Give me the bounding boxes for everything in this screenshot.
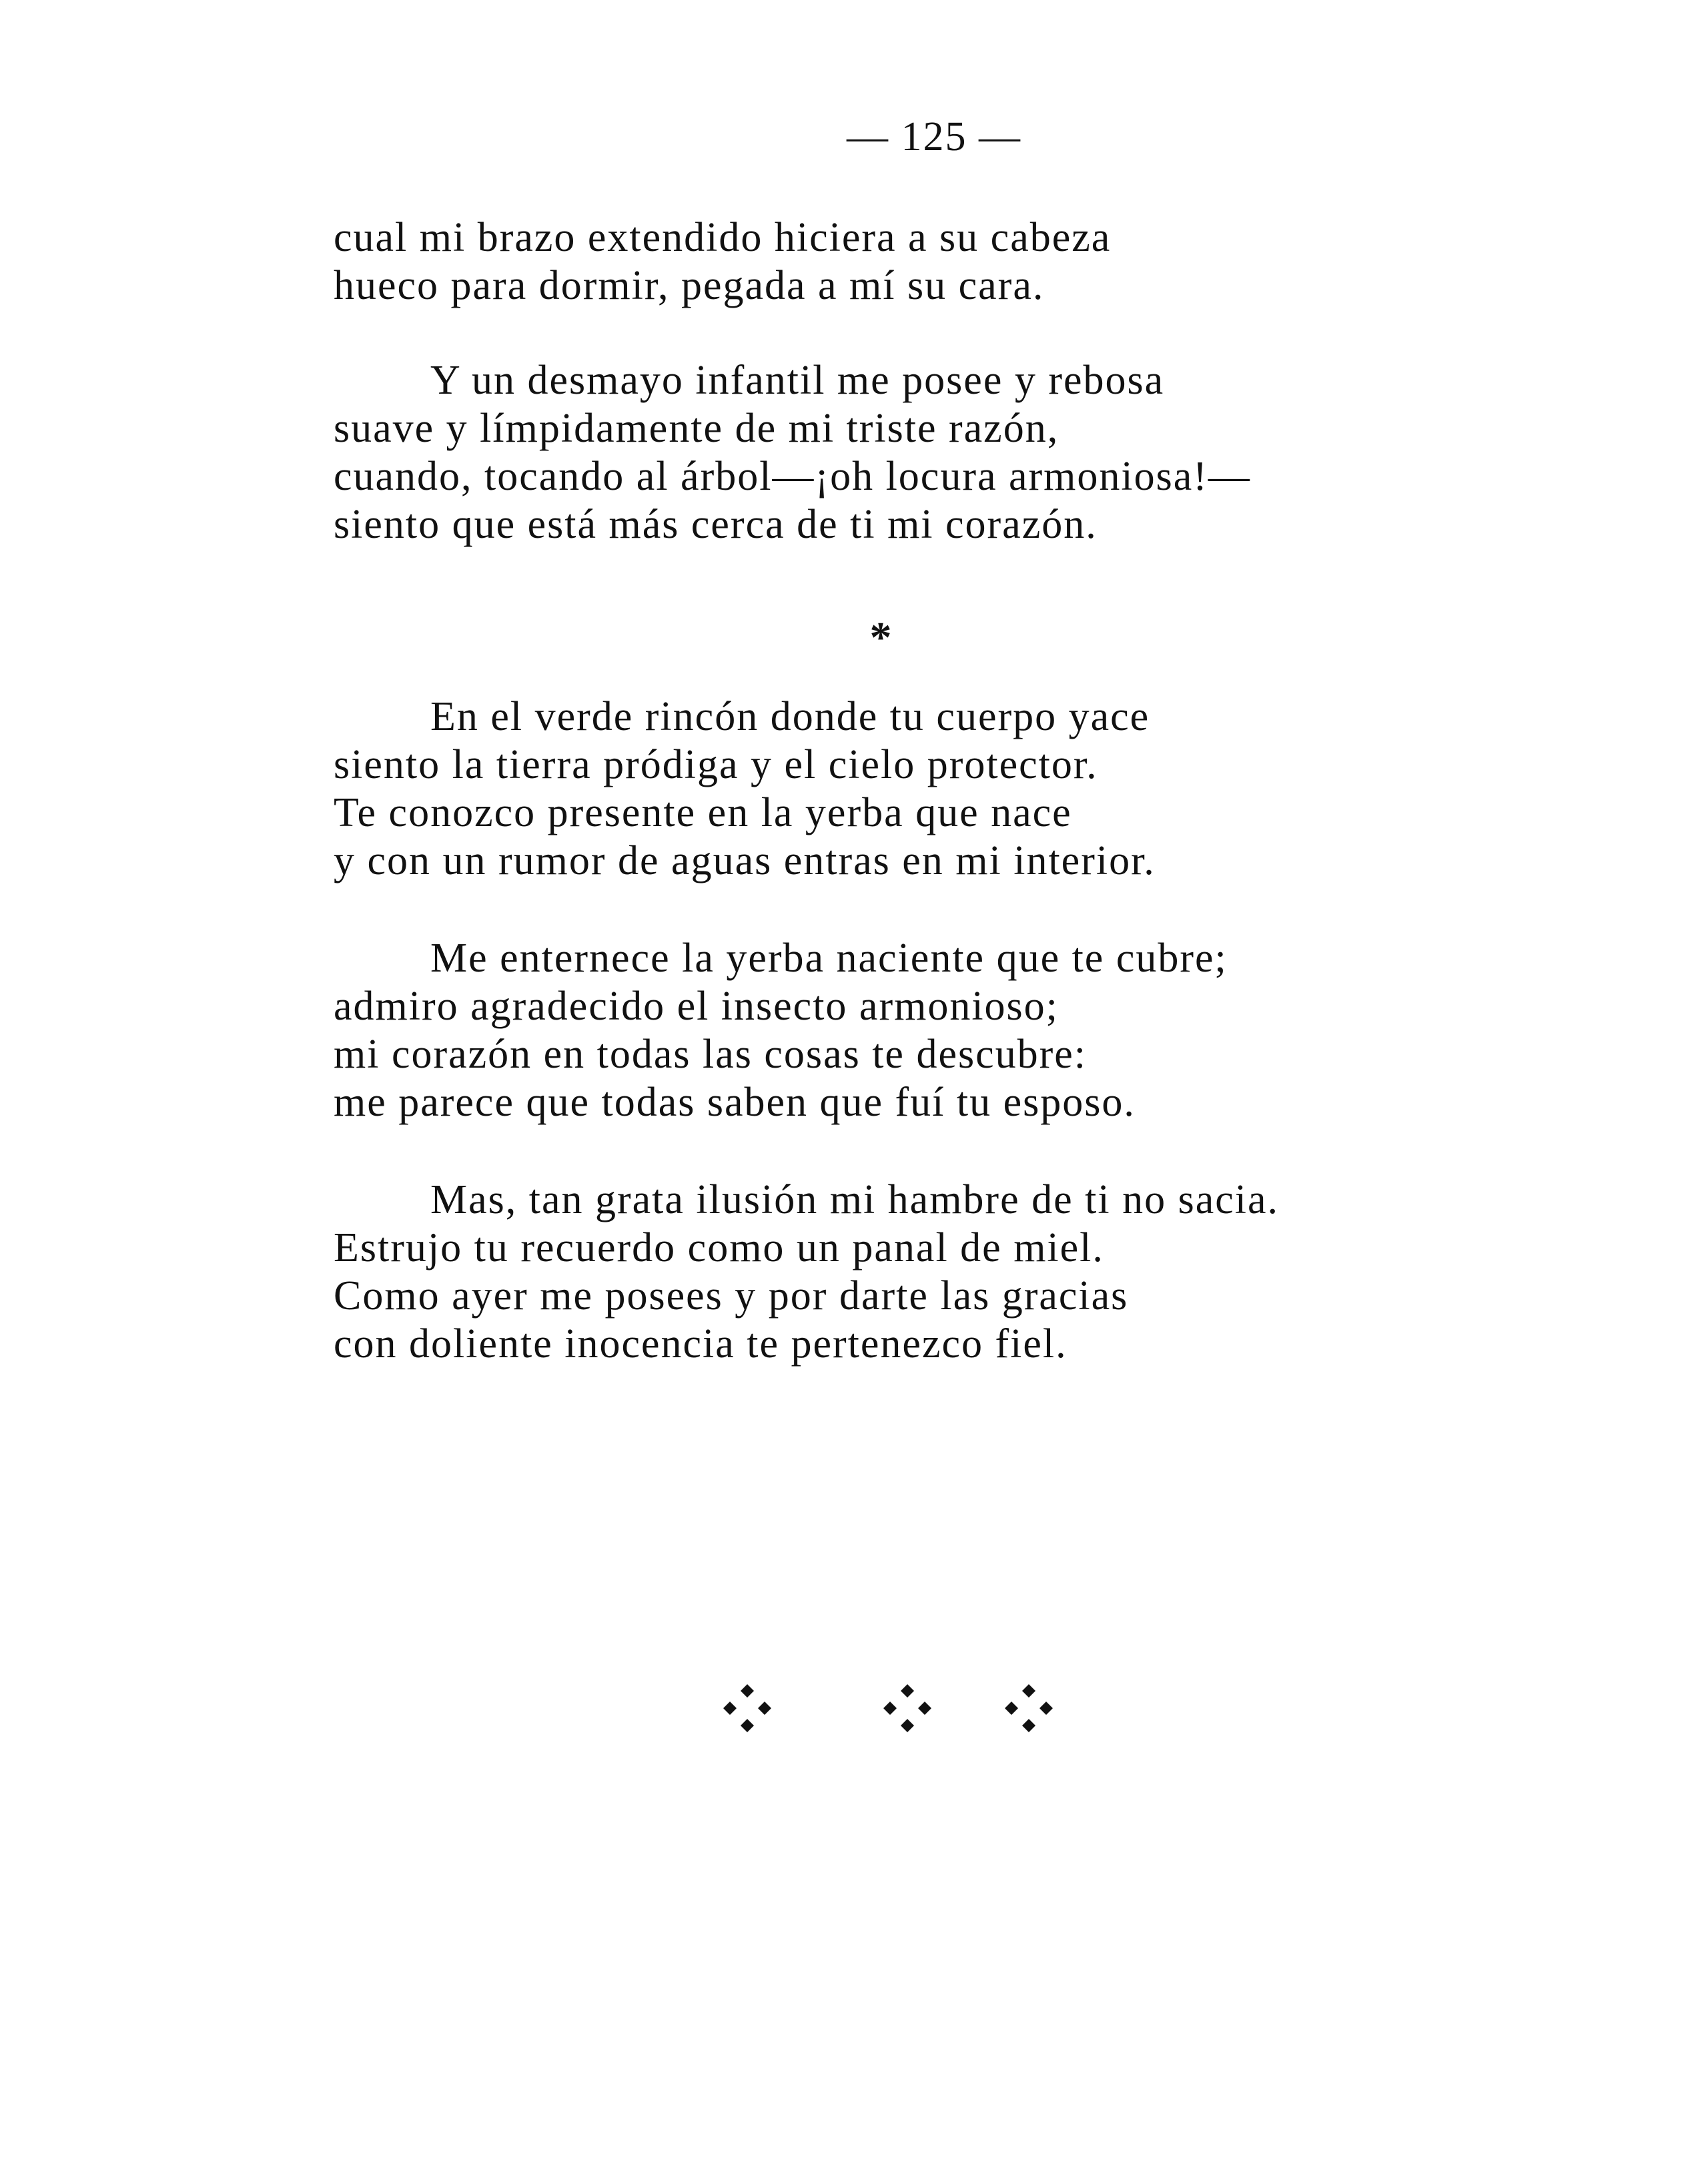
poem-line: Estrujo tu recuerdo como un panal de miel.	[334, 1225, 1104, 1270]
stanza-5	[334, 1176, 1568, 1368]
poem-line: Como ayer me posees y por darte las gracias	[334, 1273, 1129, 1319]
poem-line: admiro agradecido el insecto armonioso;	[334, 984, 1059, 1029]
poem-line: me parece que todas saben que fuí tu esposo.	[334, 1080, 1136, 1125]
stanza-3	[334, 693, 1568, 885]
poem-line: Te conozco presente en la yerba que nace	[334, 790, 1072, 835]
poem-line: cuando, tocando al árbol—¡oh locura armoniosa!—	[334, 454, 1251, 499]
end-ornaments	[701, 1682, 1101, 1742]
poem-line: Y un desmayo infantil me posee y rebosa	[430, 358, 1165, 403]
poem-line: y con un rumor de aguas entras en mi interior.	[334, 838, 1156, 883]
poem-line: Me enternece la yerba naciente que te cubre;	[430, 936, 1228, 981]
poem-line: cual mi brazo extendido hiciera a su cabeza	[334, 215, 1112, 260]
diamond-ornament-icon	[881, 1682, 934, 1735]
poem-line: hueco para dormir, pegada a mí su cara.	[334, 263, 1045, 308]
poem-line: con doliente inocencia te pertenezco fiel.	[334, 1321, 1068, 1367]
stanza-4	[334, 934, 1568, 1126]
poem-line: mi corazón en todas las cosas te descubre:	[334, 1032, 1088, 1077]
poem-line: Mas, tan grata ilusión mi hambre de ti no sacia.	[430, 1177, 1279, 1222]
stanza-1	[334, 214, 1568, 310]
page-number: — 125 —	[847, 114, 1021, 159]
section-separator: *	[869, 613, 892, 662]
stanza-2	[334, 356, 1568, 549]
diamond-ornament-icon	[721, 1682, 774, 1735]
poem-line: suave y límpidamente de mi triste razón,	[334, 406, 1059, 451]
poem-line: siento que está más cerca de ti mi corazón.	[334, 502, 1098, 547]
poem-line: siento la tierra pródiga y el cielo protector.	[334, 742, 1098, 787]
diamond-ornament-icon	[1002, 1682, 1055, 1735]
poem-line: En el verde rincón donde tu cuerpo yace	[430, 694, 1150, 739]
